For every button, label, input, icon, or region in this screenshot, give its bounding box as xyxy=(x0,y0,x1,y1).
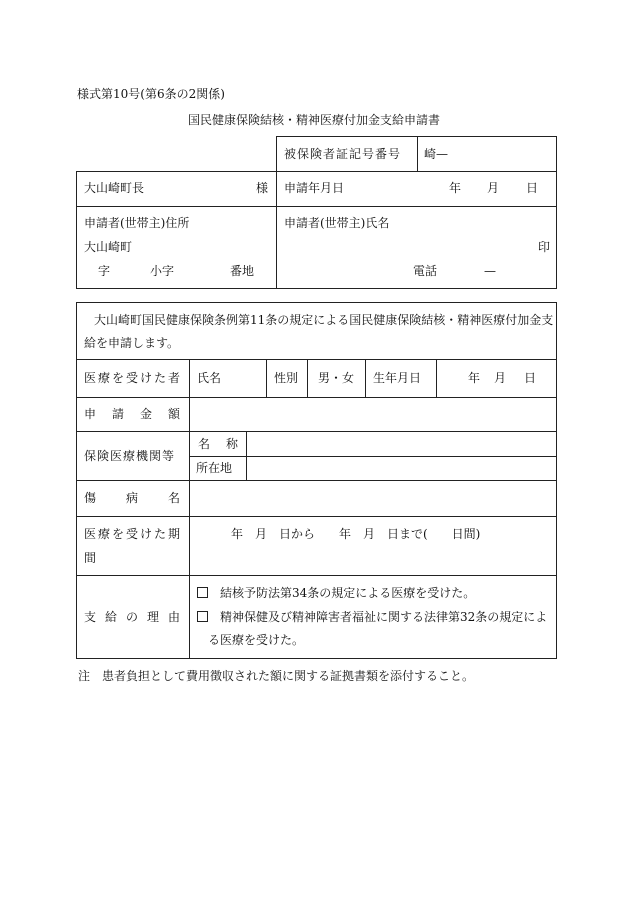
seal-mark: 印 xyxy=(538,240,551,254)
checkbox-icon[interactable] xyxy=(197,587,208,598)
application-year: 年 xyxy=(449,181,462,195)
address-koaza: 小字 xyxy=(150,264,175,278)
statement-line-1: 大山崎町国民健康保険条例第11条の規定による国民健康保険結核・精神医療付加金支 xyxy=(94,313,554,327)
reason-2-line-2: る医療を受けた。 xyxy=(208,633,305,647)
amount-label: 申 請 金 額 xyxy=(84,407,180,421)
address-town: 大山崎町 xyxy=(84,240,133,254)
period-text: 年 月 日から 年 月 日まで( 日間) xyxy=(231,527,481,541)
institution-name-label: 名 称 xyxy=(198,437,238,451)
address-banchi: 番地 xyxy=(230,264,255,278)
period-label-line-1: 医療を受けた期 xyxy=(84,527,183,541)
sex-label: 性別 xyxy=(274,371,299,385)
birth-year: 年 xyxy=(468,371,481,385)
institution-label: 保険医療機関等 xyxy=(84,449,176,463)
form-number: 様式第10号(第6条の2関係) xyxy=(77,87,225,101)
applicant-name-label: 申請者(世帯主)氏名 xyxy=(284,216,390,230)
phone-label: 電話 xyxy=(413,264,438,278)
period-label-line-2: 間 xyxy=(84,551,97,565)
reason-label: 支 給 の 理 由 xyxy=(84,610,180,624)
address-aza: 字 xyxy=(98,264,111,278)
insured-number-label: 被保険者証記号番号 xyxy=(284,147,402,161)
institution-address-label: 所在地 xyxy=(196,461,233,475)
reason-2[interactable] xyxy=(197,610,547,624)
form-title: 国民健康保険結核・精神医療付加金支給申請書 xyxy=(188,113,441,127)
sex-options: 男・女 xyxy=(318,371,355,385)
addressee-honorific: 様 xyxy=(256,181,269,195)
application-date-label: 申請年月日 xyxy=(284,181,345,195)
patient-label: 医療を受けた者 xyxy=(84,371,183,385)
addressee: 大山崎町長 xyxy=(84,181,145,195)
statement-line-2: 給を申請します。 xyxy=(84,336,180,350)
reason-1[interactable] xyxy=(197,586,475,600)
disease-label: 傷 病 名 xyxy=(84,491,180,505)
application-month: 月 xyxy=(487,181,500,195)
insured-number-value: 崎— xyxy=(424,147,449,161)
birthdate-label: 生年月日 xyxy=(373,371,422,385)
footnote: 注 患者負担として費用徴収された額に関する証拠書類を添付すること。 xyxy=(78,669,475,683)
phone-dash: — xyxy=(484,264,496,278)
address-label: 申請者(世帯主)住所 xyxy=(84,216,190,230)
birth-day: 日 xyxy=(524,371,537,385)
reason-2-text: 精神保健及び精神障害者福祉に関する法律第32条の規定によ xyxy=(220,610,548,624)
checkbox-icon[interactable] xyxy=(197,611,208,622)
patient-name-label: 氏名 xyxy=(197,371,222,385)
application-day: 日 xyxy=(526,181,539,195)
birth-month: 月 xyxy=(494,371,507,385)
reason-1-text: 結核予防法第34条の規定による医療を受けた。 xyxy=(220,586,476,600)
